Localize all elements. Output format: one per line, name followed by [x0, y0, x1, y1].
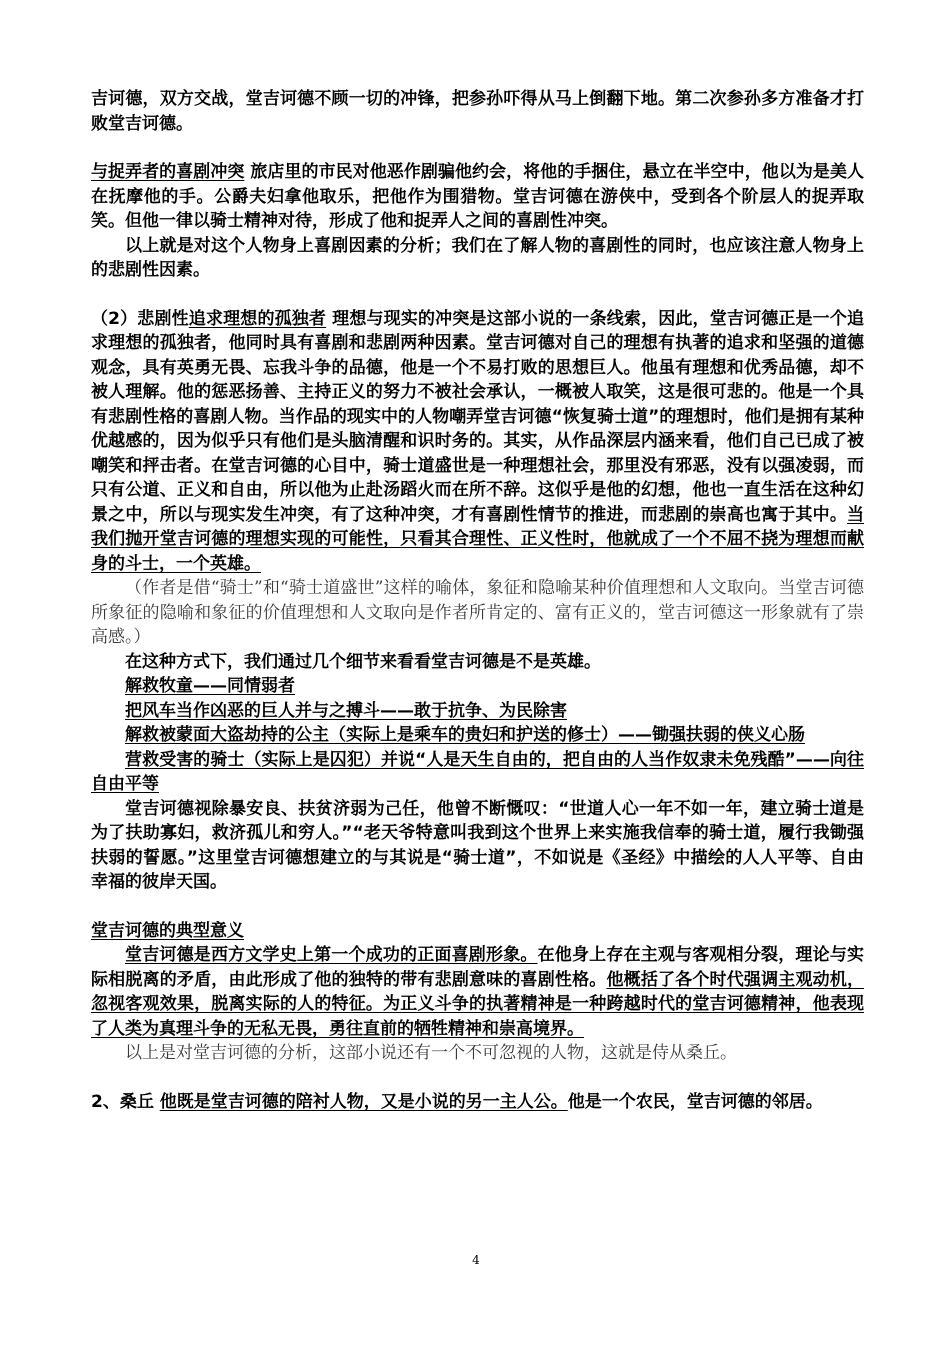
paragraph-details-intro: 在这种方式下，我们通过几个细节来看看堂吉诃德是不是英雄。: [125, 651, 601, 672]
detail-item-text: 解救被蒙面大盗劫持的公主（实际上是乘车的贵妇和护送的修士）——锄强扶弱的侠义心肠: [125, 725, 805, 745]
detail-item-text: 营救受害的骑士（实际上是囚犯）并说“人是天生自由的，把自由的人当作奴隶未免残酷”——向往自由平等: [91, 749, 864, 794]
paragraph-sancho: [91, 1090, 864, 1115]
page-number: 4: [472, 1253, 480, 1267]
section-title-significance: [91, 919, 864, 944]
paragraph-knight-ideal: 堂吉诃德视除暴安良、扶贫济弱为己任，他曾不断慨叹：“世道人心一年不如一年，建立骑士道是为了扶助寡妇，救济孤儿和穷人。”“老天爷特意叫我到这个世界上来实施我信奉的骑士道，履行我锄强扶弱的誓愿。”这里堂吉诃德想建立的与其说是“骑士道”，不如说是《圣经》中描绘的人人平等、自由幸福的彼岸天国。: [91, 798, 864, 892]
text-mockers-conflict: 旅店里的市民对他恶作剧骗他约会，将他的手捆住，悬立在半空中，他以为是美人在抚摩他的手。公爵夫妇拿他取乐，把他作为围猎物。堂吉诃德在游侠中，受到各个阶层人的捉弄取笑。但他一律以骑士精神对待，形成了他和捉弄人之间的喜剧性冲突。: [91, 162, 865, 231]
document-body: [91, 87, 864, 1114]
detail-item-text: 解救牧童——同情弱者: [125, 676, 295, 696]
detail-item-text: 把风车当作凶恶的巨人并与之搏斗——敢于抗争、为民除害: [125, 700, 567, 721]
heading-mockers-conflict: 与捉弄者的喜剧冲突: [91, 162, 245, 182]
text-tragic-loner: 理想与现实的冲突是这部小说的一条线索，因此，堂吉诃德正是一个追求理想的孤独者，他同时具有喜剧和悲剧两种因素。堂吉诃德对自己的理想有执著的追求和坚强的道德观念，具有英勇无畏、忘我斗争的品德，他是一个不易打败的思想巨人。他虽有理想和优秀品德，却不被人理解。他的惩恶扬善、主持正义的努力不被社会承认，一概被人取笑，这是很可悲的。他是一个具有悲剧性格的喜剧人物。当作品的现实中的人物嘲弄堂吉诃德“恢复骑士道”的理想时，他们是拥有某种优越感的，因为似乎只有他们是头脑清醒和识时务的。其实，从作品深层内涵来看，他们自己已成了被嘲笑和抨击者。在堂吉诃德的心目中，骑士道盛世是一种理想社会，那里没有邪恶，没有以强凌弱，而只有公道、正义和自由，所以他为止赴汤蹈火而在所不辞。这似乎是他的幻想，他也一直生活在这种幻景之中，所以与现实发生冲突，有了这种冲突，才有喜剧性情节的推进，而悲剧的崇高也寓于其中。: [91, 308, 864, 525]
text-hero-conclusion: 当我们抛开堂吉诃德的理想实现的可能性，只看其合理性、正义性时，他就成了一个不屈不挠为理想而献身的斗士，一个英雄。: [91, 504, 864, 574]
sancho-underlined: 他既是堂吉诃德的陪衬人物，又是小说的另一主人公。: [159, 1091, 568, 1112]
detail-item-4: [91, 748, 864, 797]
sancho-prefix: 2、桑丘: [91, 1091, 160, 1112]
tragic-prefix: （2）悲剧性: [91, 308, 189, 329]
section-title-text: 堂吉诃德的典型意义: [91, 920, 244, 941]
significance-underlined-2: 他概括了各个时代强调主观动机，忽视客观效果，脱离实际的人的特征。为正义斗争的执著精神是一种跨越时代的堂吉诃德精神，他表现了人类为真理斗争的无私无畏，勇往直前的牺牲精神和崇高境界。: [91, 969, 864, 1039]
paragraph-tragic-loner: [91, 307, 864, 577]
paragraph-author-note: （作者是借“骑士”和“骑士道盛世”这样的喻体，象征和隐喻某种价值理想和人文取向。当堂吉诃德所象征的隐喻和象征的价值理想和人文取向是作者所肯定的、富有正义的，堂吉诃德这一形象就有了崇高感。）: [91, 578, 864, 647]
paragraph-significance: [91, 943, 864, 1041]
detail-item-3: [91, 723, 864, 748]
significance-text: 在他身上存在主观与客观相分裂，理论与实际相脱离的矛盾，由此形成了他的独特的带有悲剧意味的喜剧性格。: [91, 945, 865, 990]
heading-tragic-loner: 追求理想的孤独者: [188, 308, 327, 329]
sancho-text: 他是一个农民，堂吉诃德的邻居。: [567, 1091, 823, 1112]
paragraph-continuation: 吉诃德，双方交战，堂吉诃德不顾一切的冲锋，把参孙吓得从马上倒翻下地。第二次参孙多方准备才打败堂吉诃德。: [91, 89, 864, 134]
paragraph-mockers-conflict: [91, 160, 864, 234]
detail-item-2: [91, 699, 864, 724]
significance-underlined-1: 堂吉诃德是西方文学史上第一个成功的正面喜剧形象。: [125, 945, 538, 965]
detail-item-1: [91, 674, 864, 699]
paragraph-summary: 以上是对堂吉诃德的分析，这部小说还有一个不可忽视的人物，这就是侍从桑丘。: [125, 1043, 737, 1063]
paragraph-transition: 以上就是对这个人物身上喜剧因素的分析；我们在了解人物的喜剧性的同时，也应该注意人物身上的悲剧性因素。: [91, 235, 864, 280]
